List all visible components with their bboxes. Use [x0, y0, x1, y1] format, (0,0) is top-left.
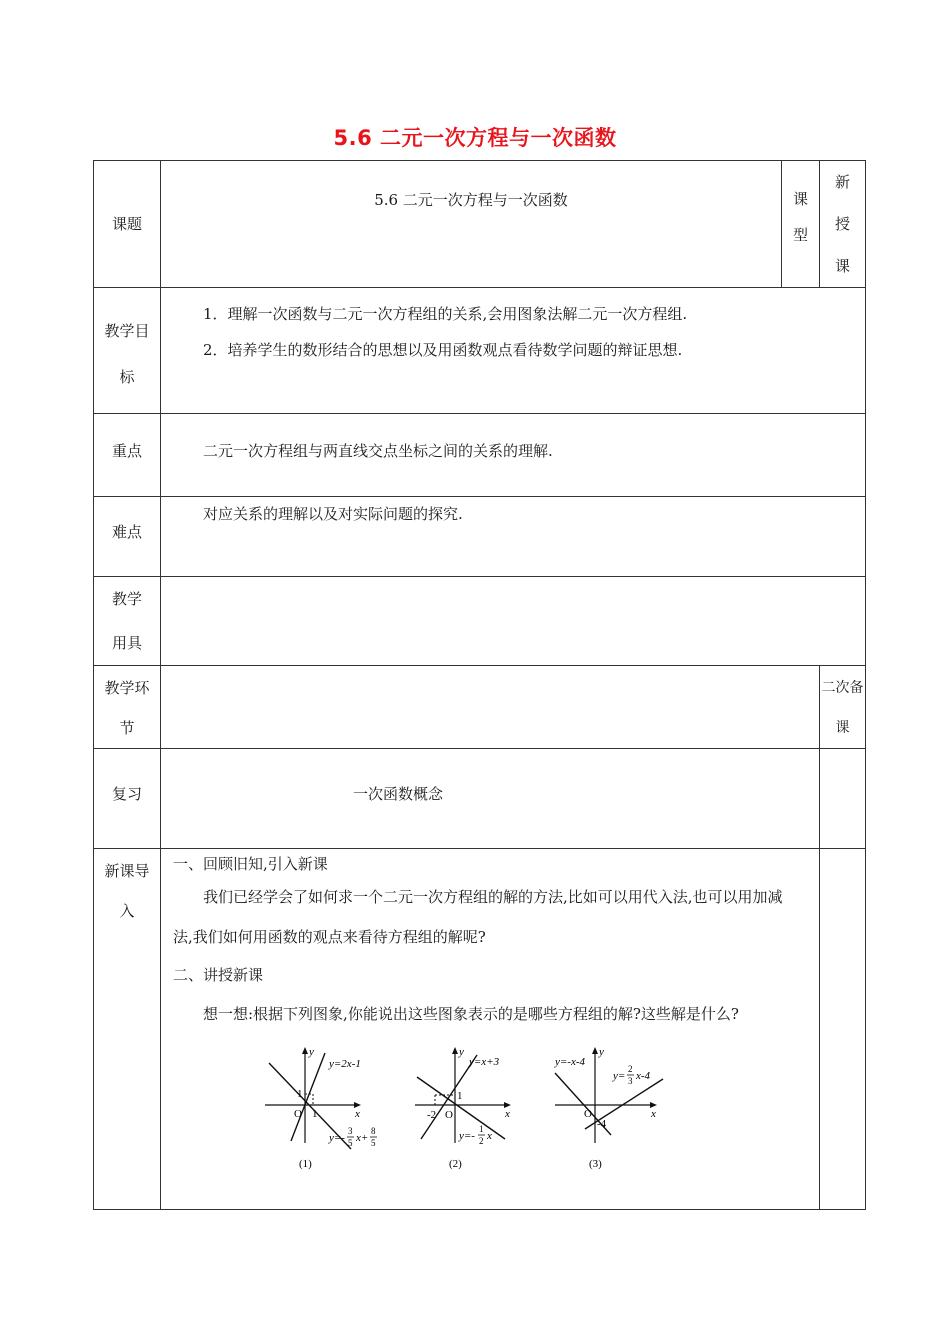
new-lesson-row [94, 849, 866, 1210]
stage-row [94, 666, 866, 749]
stage-label: 教学环 节 [94, 666, 161, 749]
goal-item: 2．培养学生的数形结合的思想以及用函数观点看待数学问题的辩证思想. [203, 341, 683, 359]
equation-label: x+ [356, 1132, 369, 1144]
goal-item: 1．理解一次函数与二元一次方程组的关系,会用图象法解二元一次方程组. [203, 305, 688, 323]
fraction-numerator: 8 [371, 1126, 376, 1136]
page-title: 5.6 二元一次方程与一次函数 [333, 126, 617, 150]
equation-label: x-4 [636, 1070, 651, 1082]
y-axis-label: y [599, 1046, 604, 1058]
y-axis-label: y [309, 1046, 314, 1058]
y-axis-arrow [592, 1047, 598, 1054]
topic-value: 5.6 二元一次方程与一次函数 [161, 161, 782, 288]
difficulty-value: 对应关系的理解以及对实际问题的探究. [161, 497, 866, 577]
fraction-denominator: 2 [479, 1136, 484, 1146]
fraction-denominator: 5 [371, 1138, 376, 1148]
graph-caption: (3) [589, 1158, 602, 1170]
equation-label: y= [613, 1070, 626, 1082]
x-axis-label: x [505, 1108, 510, 1120]
x-axis-label: x [651, 1108, 656, 1120]
tick-label: -4 [597, 1118, 607, 1130]
fraction-denominator: 3 [628, 1076, 633, 1086]
graph-caption: (2) [449, 1158, 462, 1170]
fraction-numerator: 3 [348, 1126, 353, 1136]
tick-label: 1 [297, 1088, 303, 1100]
new-lesson-content [161, 849, 820, 1210]
equation-label: x [487, 1130, 492, 1142]
goals-content [161, 288, 866, 414]
new-lesson-label: 新课导 入 [94, 849, 161, 1210]
equation-label: y=2x-1 [329, 1058, 361, 1070]
second-prep-label: 二次备 课 [820, 666, 866, 749]
graph-caption: (1) [299, 1158, 312, 1170]
equation-label: y=x+3 [469, 1056, 500, 1068]
paragraph: 我们已经学会了如何求一个二元一次方程组的解的方法,比如可以用代入法,也可以用加减法,我们如何用函数的观点来看待方程组的解呢? [173, 888, 783, 946]
paragraph: 想一想:根据下列图象,你能说出这些图象表示的是哪些方程组的解?这些解是什么? [203, 1005, 739, 1023]
review-row [94, 749, 866, 849]
goals-label: 教学目 标 [94, 288, 161, 414]
origin-label: O [294, 1108, 302, 1120]
equation-label: y=- [459, 1130, 475, 1142]
y-axis-arrow [302, 1047, 308, 1054]
review-note [820, 749, 866, 849]
y-axis-arrow [452, 1047, 458, 1054]
origin-label: O [445, 1109, 453, 1121]
topic-label: 课题 [94, 161, 161, 288]
tools-value [161, 577, 866, 666]
equation-label: y=- [329, 1132, 345, 1144]
tools-label: 教学 用具 [94, 577, 161, 666]
tick-label: -2 [427, 1109, 437, 1121]
difficulty-label: 难点 [94, 497, 161, 577]
difficulty-row [94, 497, 866, 577]
key-point-label: 重点 [94, 414, 161, 497]
equation-label: y=-x-4 [555, 1056, 586, 1068]
key-point-value: 二元一次方程组与两直线交点坐标之间的关系的理解. [161, 414, 866, 497]
tick-label: 1 [312, 1108, 318, 1120]
goals-row [94, 288, 866, 414]
lesson-type-value: 新 授 课 [820, 161, 866, 288]
section-heading: 二、讲授新课 [173, 966, 264, 984]
tick-label: 1 [457, 1090, 463, 1102]
section-heading: 一、回顾旧知,引入新课 [173, 855, 328, 873]
review-label: 复习 [94, 749, 161, 849]
fraction-numerator: 2 [628, 1064, 633, 1074]
lesson-type-label: 课 型 [782, 161, 820, 288]
origin-label: O [584, 1108, 592, 1120]
graph-2 [415, 1046, 511, 1170]
review-value: 一次函数概念 [161, 749, 820, 849]
y-axis-label: y [459, 1046, 464, 1058]
new-lesson-note [820, 849, 866, 1210]
key-point-row [94, 414, 866, 497]
stage-content [161, 666, 820, 749]
tools-row [94, 577, 866, 666]
graph-1 [265, 1046, 377, 1170]
function-graphs [173, 1043, 797, 1175]
graphs-figure [265, 1043, 705, 1171]
topic-row [94, 161, 866, 288]
fraction-numerator: 1 [479, 1124, 484, 1134]
graph-3 [554, 1046, 663, 1170]
x-axis-label: x [355, 1108, 360, 1120]
fraction-denominator: 5 [348, 1138, 353, 1148]
lesson-plan-table [93, 160, 866, 1210]
